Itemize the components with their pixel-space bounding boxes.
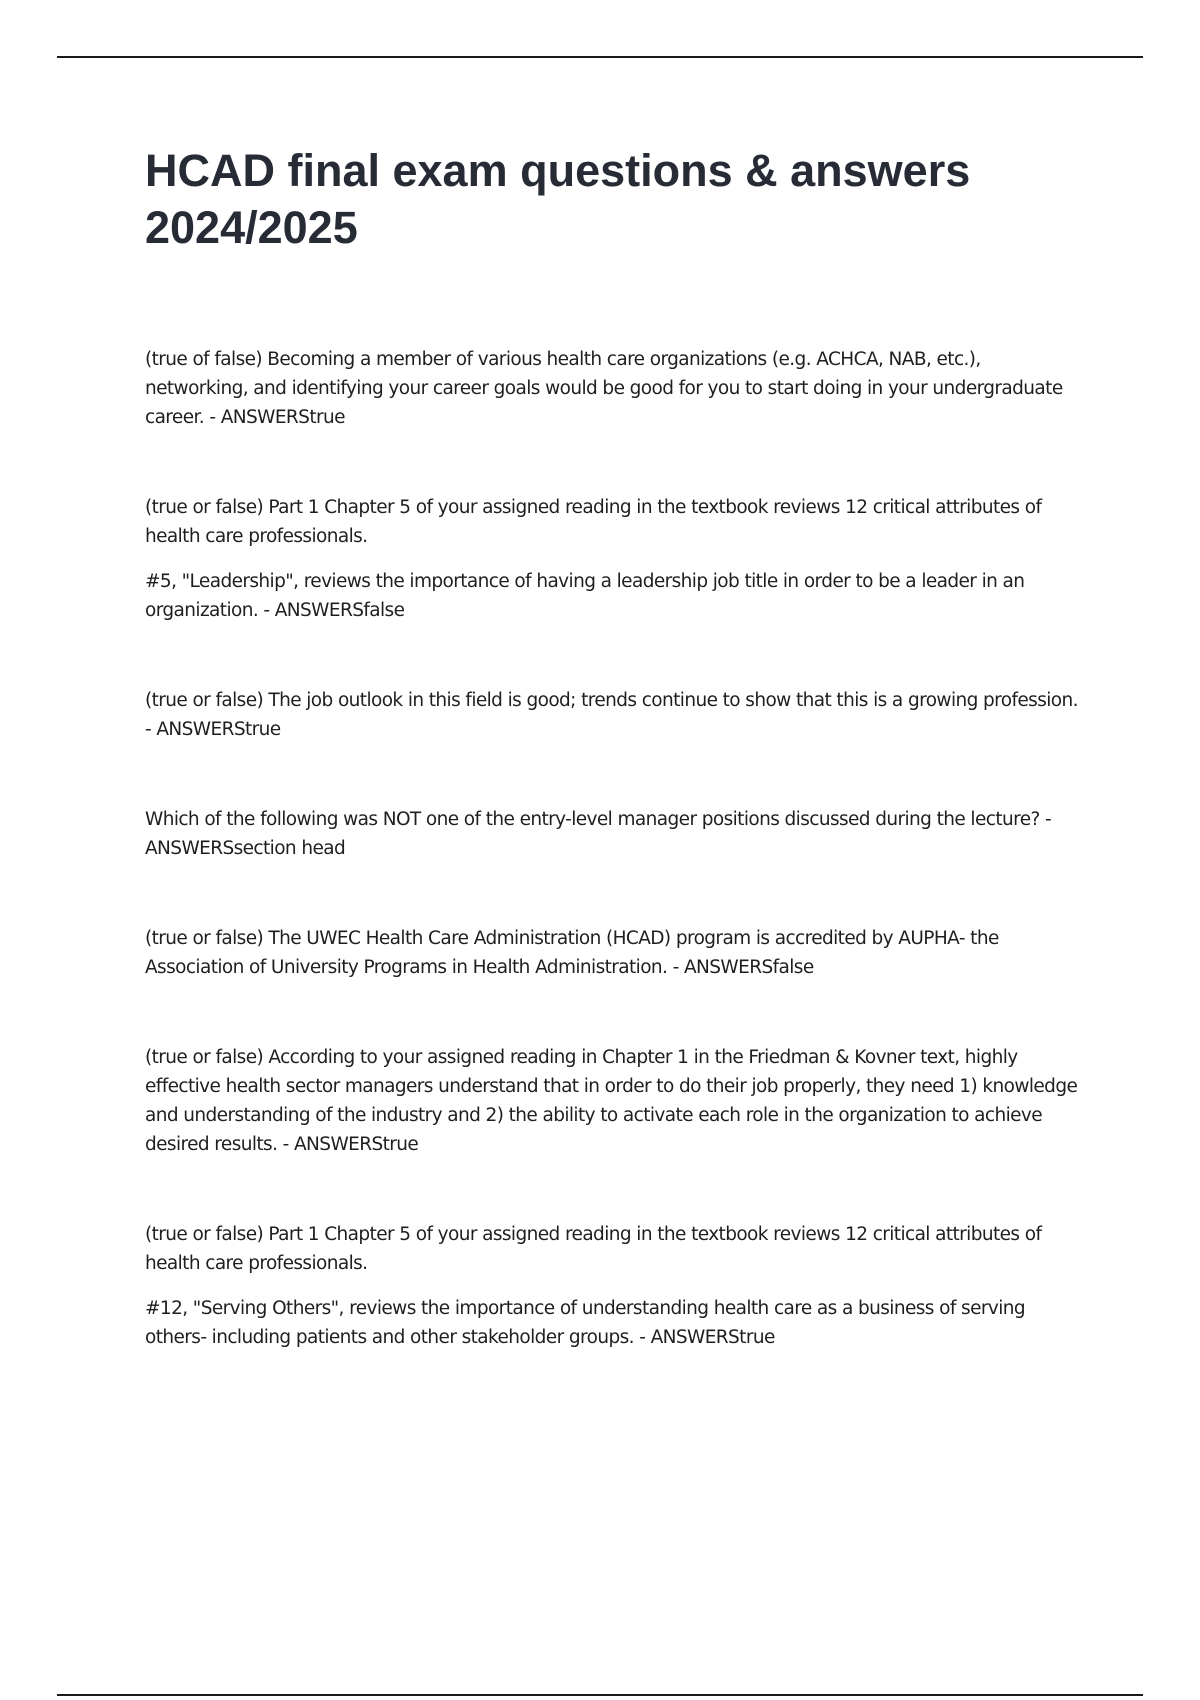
qa-item-5: [145, 924, 1085, 982]
document-title: HCAD final exam questions & answers 2024/2025: [145, 145, 971, 253]
qa-item-2: [145, 493, 1085, 625]
qa-item-1: [145, 345, 1085, 432]
qa-text: (true or false) Part 1 Chapter 5 of your assigned reading in the textbook reviews 12 critical attributes of health care professionals.: [145, 1224, 1042, 1274]
qa-text: (true or false) According to your assigned reading in Chapter 1 in the Friedman & Kovner text, highly effective health sector managers understand that in order to do their job properly, they need 1) knowledge and understanding of the industry and 2) the ability to activate each role in the organization to achieve desired results. - ANSWERStrue: [145, 1047, 1078, 1155]
qa-item-7: [145, 1220, 1085, 1352]
qa-item-6: [145, 1043, 1085, 1159]
qa-text: (true of false) Becoming a member of various health care organizations (e.g. ACHCA, NAB, etc.), networking, and identifying your career goals would be good for you to start doing in your undergraduate career. - ANSWERStrue: [145, 349, 1063, 428]
header-rule: [57, 56, 1143, 58]
qa-text: (true or false) The job outlook in this field is good; trends continue to show that this is a growing profession. - ANSWERStrue: [145, 690, 1078, 740]
qa-text: Which of the following was NOT one of the entry-level manager positions discussed during the lecture? - ANSWERSsection head: [145, 809, 1052, 859]
qa-item-3: [145, 686, 1085, 744]
qa-item-4: [145, 805, 1085, 863]
footer-rule: [57, 1694, 1143, 1696]
qa-text: #12, "Serving Others", reviews the importance of understanding health care as a business of serving others- including patients and other stakeholder groups. - ANSWERStrue: [145, 1298, 1026, 1348]
qa-text: #5, "Leadership", reviews the importance of having a leadership job title in order to be a leader in an organization. - ANSWERSfalse: [145, 571, 1025, 621]
qa-text: (true or false) Part 1 Chapter 5 of your assigned reading in the textbook reviews 12 critical attributes of health care professionals.: [145, 497, 1042, 547]
qa-list: [145, 345, 1085, 1413]
qa-text: (true or false) The UWEC Health Care Administration (HCAD) program is accredited by AUPHA- the Association of University Programs in Health Administration. - ANSWERSfalse: [145, 928, 999, 978]
